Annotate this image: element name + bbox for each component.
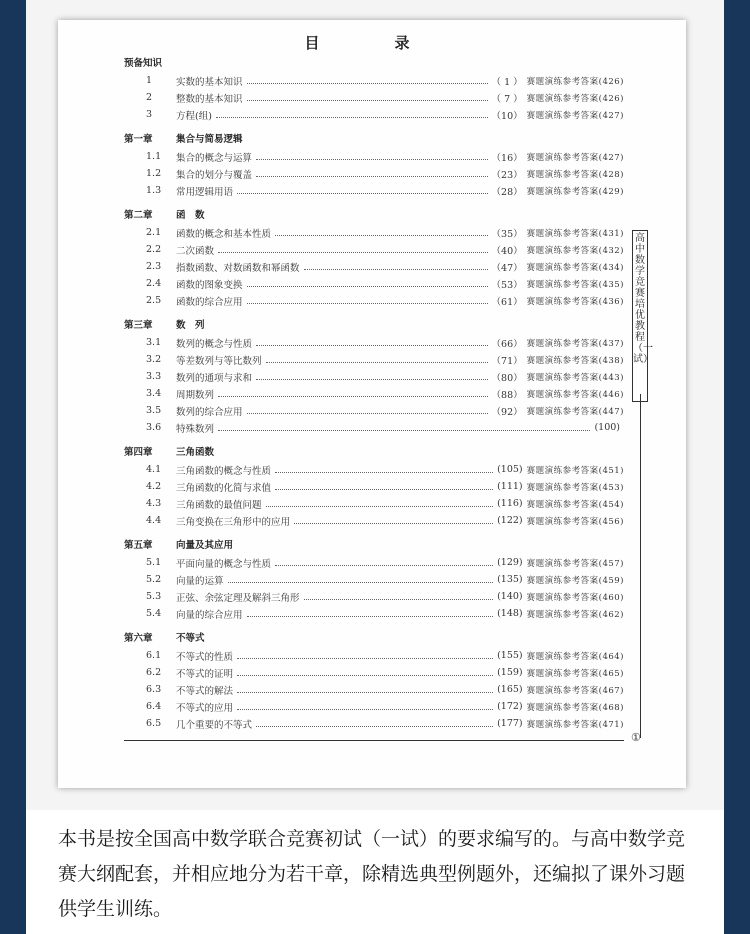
answer-reference: 赛题演练参考答案(438) — [526, 355, 624, 366]
entry-title: 三角函数的化简与求值 — [176, 482, 272, 494]
section-title: 集合与简易逻辑 — [176, 134, 243, 145]
toc-entry — [124, 664, 624, 681]
toc-entry — [124, 605, 624, 622]
dot-leader — [237, 708, 493, 710]
dot-leader — [266, 505, 494, 507]
toc-entry — [124, 292, 624, 309]
toc-list — [124, 56, 624, 741]
dot-leader — [228, 581, 494, 583]
entry-title: 指数函数、对数函数和幂函数 — [176, 262, 300, 274]
caption-text: 本书是按全国高中数学联合竞赛初试（一试）的要求编写的。与高中数学竞赛大纲配套，并相应地分为若干章，除精选典型例题外，还编拟了课外习题供学生训练。 — [58, 828, 686, 920]
entry-title: 实数的基本知识 — [176, 76, 243, 88]
dot-leader — [256, 344, 488, 346]
toc-title: 目 录 — [304, 34, 440, 52]
dot-leader — [218, 251, 488, 253]
answer-reference: 赛题演练参考答案(426) — [526, 93, 624, 104]
toc-page — [58, 20, 686, 788]
entry-title: 数列的概念与性质 — [176, 338, 253, 350]
entry-number: 6.2 — [146, 667, 162, 678]
entry-number: 6.3 — [146, 684, 162, 695]
dot-leader — [218, 429, 590, 431]
toc-entry — [124, 258, 624, 275]
entry-page: （ 1 ） — [491, 76, 523, 88]
entry-number: 3.1 — [146, 337, 162, 348]
entry-page: (105) — [497, 464, 523, 475]
section-heading — [124, 631, 624, 647]
entry-page: （88） — [491, 389, 523, 401]
entry-title: 集合的划分与覆盖 — [176, 169, 253, 181]
toc-entry — [124, 89, 624, 106]
toc-entry — [124, 224, 624, 241]
section-heading — [124, 318, 624, 334]
entry-number: 1.2 — [146, 168, 162, 179]
entry-title: 不等式的证明 — [176, 668, 234, 680]
entry-number: 1.3 — [146, 185, 162, 196]
section-label: 预备知识 — [124, 58, 163, 69]
answer-reference: 赛题演练参考答案(465) — [526, 668, 624, 679]
entry-number: 1 — [146, 75, 153, 86]
entry-number: 1.1 — [146, 151, 162, 162]
toc-entry — [124, 106, 624, 123]
entry-title: 函数的概念和基本性质 — [176, 228, 272, 240]
dot-leader — [216, 116, 488, 118]
answer-reference: 赛题演练参考答案(453) — [526, 482, 624, 493]
entry-title: 数列的通项与求和 — [176, 372, 253, 384]
entry-page: （16） — [491, 152, 523, 164]
answer-reference: 赛题演练参考答案(457) — [526, 558, 624, 569]
entry-number: 2.4 — [146, 278, 162, 289]
entry-number: 2 — [146, 92, 153, 103]
entry-title: 数列的综合应用 — [176, 406, 243, 418]
answer-reference: 赛题演练参考答案(426) — [526, 76, 624, 87]
section-label: 第四章 — [124, 447, 153, 458]
right-border — [724, 0, 750, 934]
section-heading — [124, 538, 624, 554]
bottom-rule — [124, 740, 624, 741]
entry-title: 几个重要的不等式 — [176, 719, 253, 731]
entry-page: (122) — [497, 515, 523, 526]
entry-title: 不等式的应用 — [176, 702, 234, 714]
toc-section — [124, 445, 624, 529]
entry-page: （71） — [491, 355, 523, 367]
entry-number: 2.2 — [146, 244, 162, 255]
entry-number: 5.4 — [146, 608, 162, 619]
answer-reference: 赛题演练参考答案(437) — [526, 338, 624, 349]
dot-leader — [275, 471, 493, 473]
answer-reference: 赛题演练参考答案(443) — [526, 372, 624, 383]
entry-number: 6.1 — [146, 650, 162, 661]
dot-leader — [304, 598, 494, 600]
entry-page: (177) — [497, 718, 523, 729]
section-label: 第六章 — [124, 633, 153, 644]
book-title-label: 高中数学竞赛培优教程（一试） — [632, 230, 648, 402]
toc-section — [124, 538, 624, 622]
dot-leader — [256, 725, 493, 727]
answer-reference: 赛题演练参考答案(446) — [526, 389, 624, 400]
entry-title: 方程(组) — [176, 110, 212, 122]
entry-number: 3.4 — [146, 388, 162, 399]
toc-entry — [124, 715, 624, 732]
entry-number: 4.1 — [146, 464, 162, 475]
entry-title: 二次函数 — [176, 245, 215, 257]
answer-reference: 赛题演练参考答案(427) — [526, 110, 624, 121]
section-label: 第三章 — [124, 320, 153, 331]
dot-leader — [275, 234, 488, 236]
entry-title: 平面向量的概念与性质 — [176, 558, 272, 570]
answer-reference: 赛题演练参考答案(429) — [526, 186, 624, 197]
toc-entry — [124, 148, 624, 165]
toc-entry — [124, 698, 624, 715]
toc-entry — [124, 275, 624, 292]
toc-entry — [124, 512, 624, 529]
toc-entry — [124, 681, 624, 698]
dot-leader — [256, 175, 488, 177]
section-heading — [124, 56, 624, 72]
entry-page: （92） — [491, 406, 523, 418]
page-number: ① — [631, 731, 641, 744]
entry-number: 2.3 — [146, 261, 162, 272]
answer-reference: 赛题演练参考答案(435) — [526, 279, 624, 290]
section-title: 三角函数 — [176, 447, 215, 458]
answer-reference: 赛题演练参考答案(459) — [526, 575, 624, 586]
section-label: 第二章 — [124, 210, 153, 221]
entry-title: 特殊数列 — [176, 423, 215, 435]
entry-number: 6.5 — [146, 718, 162, 729]
entry-title: 不等式的解法 — [176, 685, 234, 697]
left-border — [0, 0, 26, 934]
entry-title: 三角变换在三角形中的应用 — [176, 516, 291, 528]
toc-entry — [124, 647, 624, 664]
entry-page: (129) — [497, 557, 523, 568]
entry-number: 5.2 — [146, 574, 162, 585]
toc-entry — [124, 182, 624, 199]
toc-entry — [124, 368, 624, 385]
entry-title: 向量的运算 — [176, 575, 224, 587]
dot-leader — [218, 395, 488, 397]
answer-reference: 赛题演练参考答案(451) — [526, 465, 624, 476]
answer-reference: 赛题演练参考答案(431) — [526, 228, 624, 239]
dot-leader — [247, 615, 494, 617]
section-title: 不等式 — [176, 633, 205, 644]
toc-entry — [124, 334, 624, 351]
dot-leader — [247, 285, 488, 287]
entry-page: （ 7 ） — [491, 93, 523, 105]
answer-reference: 赛题演练参考答案(456) — [526, 516, 624, 527]
section-title: 数 列 — [176, 320, 205, 331]
entry-title: 正弦、余弦定理及解斜三角形 — [176, 592, 300, 604]
entry-page: (172) — [497, 701, 523, 712]
toc-section — [124, 631, 624, 732]
entry-page: （53） — [491, 279, 523, 291]
entry-page: （80） — [491, 372, 523, 384]
entry-number: 3.5 — [146, 405, 162, 416]
dot-leader — [294, 522, 493, 524]
entry-title: 不等式的性质 — [176, 651, 234, 663]
entry-page: （40） — [491, 245, 523, 257]
entry-number: 3.2 — [146, 354, 162, 365]
entry-number: 2.1 — [146, 227, 162, 238]
toc-section — [124, 56, 624, 123]
toc-section — [124, 132, 624, 199]
answer-reference: 赛题演练参考答案(447) — [526, 406, 624, 417]
dot-leader — [256, 378, 488, 380]
entry-number: 3 — [146, 109, 153, 120]
entry-page: (148) — [497, 608, 523, 619]
section-label: 第五章 — [124, 540, 153, 551]
dot-leader — [275, 564, 493, 566]
entry-page: (155) — [497, 650, 523, 661]
toc-entry — [124, 478, 624, 495]
entry-number: 5.1 — [146, 557, 162, 568]
dot-leader — [247, 302, 488, 304]
entry-page: （10） — [491, 110, 523, 122]
answer-reference: 赛题演练参考答案(462) — [526, 609, 624, 620]
answer-reference: 赛题演练参考答案(428) — [526, 169, 624, 180]
toc-entry — [124, 402, 624, 419]
entry-page: （61） — [491, 296, 523, 308]
entry-number: 3.3 — [146, 371, 162, 382]
answer-reference: 赛题演练参考答案(427) — [526, 152, 624, 163]
toc-entry — [124, 419, 624, 436]
answer-reference: 赛题演练参考答案(454) — [526, 499, 624, 510]
entry-page: (135) — [497, 574, 523, 585]
entry-number: 4.4 — [146, 515, 162, 526]
entry-page: （66） — [491, 338, 523, 350]
toc-entry — [124, 165, 624, 182]
answer-reference: 赛题演练参考答案(464) — [526, 651, 624, 662]
section-title: 向量及其应用 — [176, 540, 234, 551]
toc-entry — [124, 588, 624, 605]
entry-page: （23） — [491, 169, 523, 181]
dot-leader — [266, 361, 488, 363]
entry-page: (165) — [497, 684, 523, 695]
section-label: 第一章 — [124, 134, 153, 145]
answer-reference: 赛题演练参考答案(434) — [526, 262, 624, 273]
answer-reference: 赛题演练参考答案(460) — [526, 592, 624, 603]
entry-title: 周期数列 — [176, 389, 215, 401]
toc-entry — [124, 72, 624, 89]
entry-title: 向量的综合应用 — [176, 609, 243, 621]
toc-entry — [124, 461, 624, 478]
entry-number: 6.4 — [146, 701, 162, 712]
entry-page: (140) — [497, 591, 523, 602]
dot-leader — [256, 158, 488, 160]
toc-entry — [124, 495, 624, 512]
toc-entry — [124, 241, 624, 258]
toc-entry — [124, 385, 624, 402]
toc-entry — [124, 571, 624, 588]
entry-number: 5.3 — [146, 591, 162, 602]
dot-leader — [304, 268, 488, 270]
entry-title: 集合的概念与运算 — [176, 152, 253, 164]
entry-page: (116) — [497, 498, 523, 509]
entry-page: (159) — [497, 667, 523, 678]
dot-leader — [275, 488, 493, 490]
answer-reference: 赛题演练参考答案(436) — [526, 296, 624, 307]
entry-page: （35） — [491, 228, 523, 240]
entry-number: 4.3 — [146, 498, 162, 509]
answer-reference: 赛题演练参考答案(468) — [526, 702, 624, 713]
entry-title: 三角函数的概念与性质 — [176, 465, 272, 477]
side-rule — [640, 394, 641, 738]
dot-leader — [237, 657, 493, 659]
entry-title: 整数的基本知识 — [176, 93, 243, 105]
toc-section — [124, 318, 624, 436]
section-title: 函 数 — [176, 210, 205, 221]
entry-number: 3.6 — [146, 422, 162, 433]
entry-page: (111) — [497, 481, 523, 492]
answer-reference: 赛题演练参考答案(467) — [526, 685, 624, 696]
section-heading — [124, 445, 624, 461]
entry-title: 函数的综合应用 — [176, 296, 243, 308]
dot-leader — [247, 82, 488, 84]
entry-number: 2.5 — [146, 295, 162, 306]
entry-title: 等差数列与等比数列 — [176, 355, 262, 367]
answer-reference: 赛题演练参考答案(471) — [526, 719, 624, 730]
entry-number: 4.2 — [146, 481, 162, 492]
entry-page: （47） — [491, 262, 523, 274]
entry-title: 常用逻辑用语 — [176, 186, 234, 198]
toc-entry — [124, 351, 624, 368]
entry-title: 函数的图象变换 — [176, 279, 243, 291]
entry-title: 三角函数的最值问题 — [176, 499, 262, 511]
toc-entry — [124, 554, 624, 571]
entry-page: （28） — [491, 186, 523, 198]
dot-leader — [237, 674, 493, 676]
answer-reference: 赛题演练参考答案(432) — [526, 245, 624, 256]
section-heading — [124, 208, 624, 224]
dot-leader — [247, 412, 488, 414]
dot-leader — [237, 192, 488, 194]
entry-page: (100) — [594, 422, 620, 433]
dot-leader — [247, 99, 488, 101]
toc-section — [124, 208, 624, 309]
dot-leader — [237, 691, 493, 693]
section-heading — [124, 132, 624, 148]
